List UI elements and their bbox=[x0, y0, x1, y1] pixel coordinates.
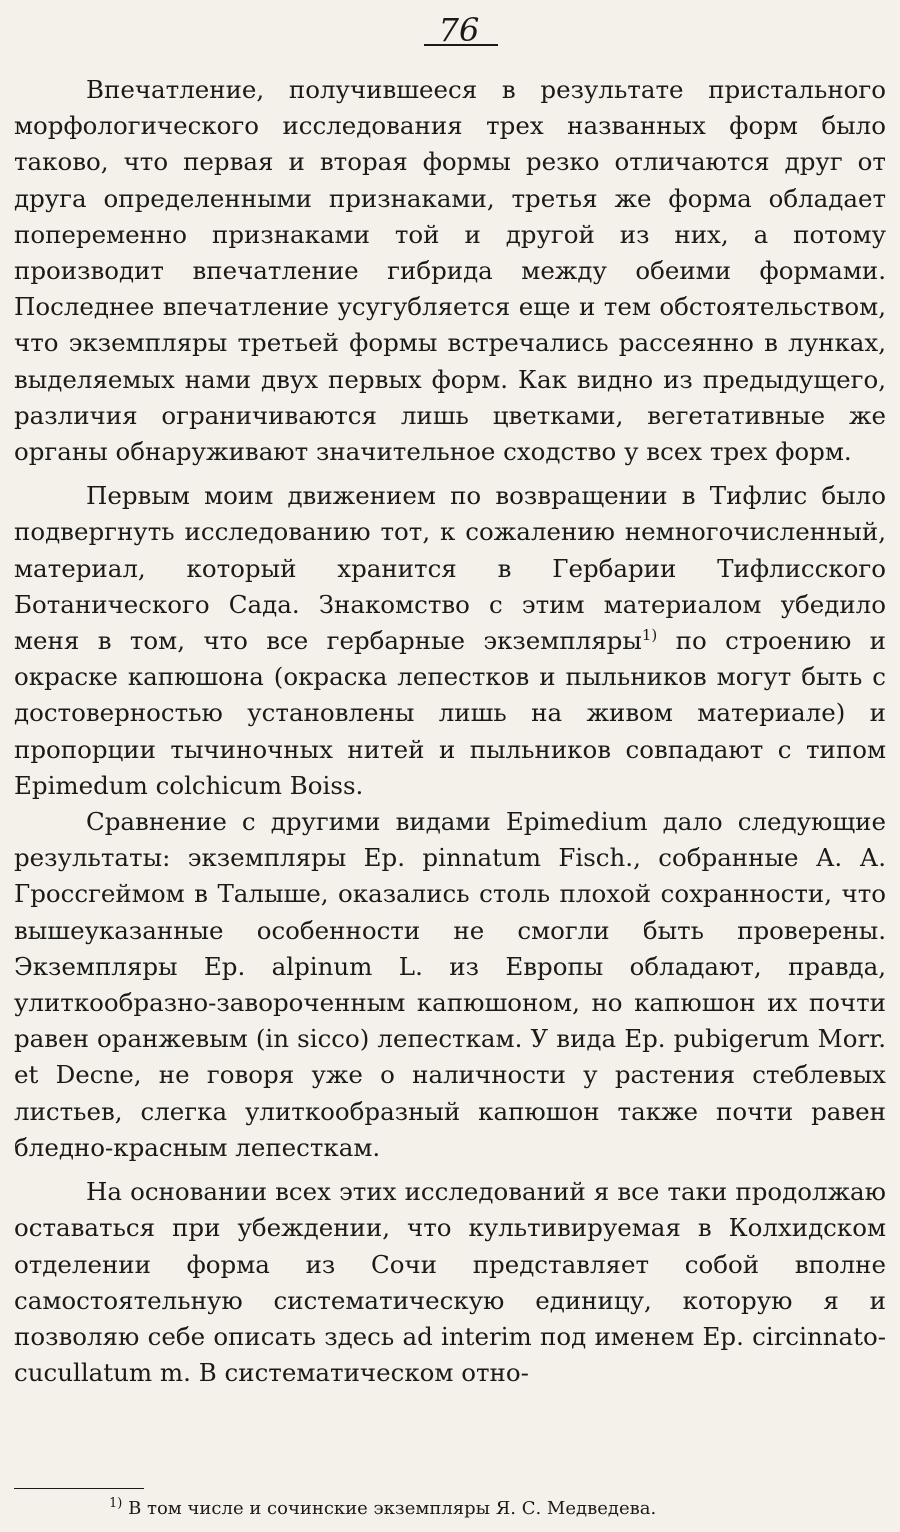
footnote-separator bbox=[14, 1488, 144, 1489]
footnote bbox=[109, 1496, 899, 1522]
footnote-reference[interactable]: 1) bbox=[641, 625, 658, 644]
page-number: 76 bbox=[438, 11, 480, 49]
paragraph-herbarium-text-start: Первым моим движением по возвращении в Тифлис было подвергнуть исследованию тот, к сожалению немногочисленный, материал, который хранится в Гербарии Тифлисского Ботанического Сада. Знакомство с этим материалом убедило меня в том, что все гербарные экземпляры bbox=[14, 481, 886, 656]
document-page bbox=[14, 0, 886, 1532]
paragraph-herbarium bbox=[14, 478, 886, 804]
footnote-mark: 1) bbox=[109, 1496, 123, 1511]
footnote-text: В том числе и сочинские экземпляры Я. С. Медведева. bbox=[122, 1498, 657, 1519]
paragraph-comparison: Сравнение с другими видами Epimedium дало следующие результаты: экземпляры Ep. pinnatum Fisch., собранные А. А. Гроссгеймом в Талыше, оказались столь плохой сохранности, что вышеуказанные особенности не смогли быть проверены. Экземпляры Ep. alpinum L. из Европы обладают, правда, улиткообразно-завороченным капюшоном, но капюшон их почти равен оранжевым (in sicco) лепесткам. У вида Ep. pubigerum Morr. et Decne, не говоря уже о наличности у растения стеблевых листьев, слегка улиткообразный капюшон также почти равен бледно-красным лепесткам. bbox=[14, 807, 886, 1162]
paragraph-conclusion: На основании всех этих исследований я все таки продолжаю оставаться при убеждении, что культивируемая в Колхидском отделении форма из Сочи представляет собой вполне самостоятельную систематическую единицу, которую я и позволяю себе описать здесь ad interim под именем Ep. circinnato-cucullatum m. В систематическом отно- bbox=[14, 1177, 886, 1388]
paragraph-herbarium-text-end: по строению и окраске капюшона (окраска лепестков и пыльников могут быть с достоверностью установлены лишь на живом материале) и пропорции тычиночных нитей и пыльников совпадают с типом Epimedum colchicum Boiss. bbox=[14, 626, 886, 800]
page-number-underline bbox=[424, 44, 498, 46]
body-text bbox=[14, 72, 886, 1391]
paragraph-impression: Впечатление, получившееся в результате пристального морфологического исследования трех названных форм было таково, что первая и вторая формы резко отличаются друг от друга определенными признаками, третья же форма обладает попеременно признаками той и другой из них, а потому производит впечатление гибрида между обеими формами. Последнее впечатление усугубляется еще и тем обстоятельством, что экземпляры третьей формы встречались рассеянно в лунках, выделяемых нами двух первых форм. Как видно из предыдущего, различия ограничиваются лишь цветками, вегетативные же органы обнаруживают значительное сходство у всех трех форм. bbox=[14, 75, 886, 467]
